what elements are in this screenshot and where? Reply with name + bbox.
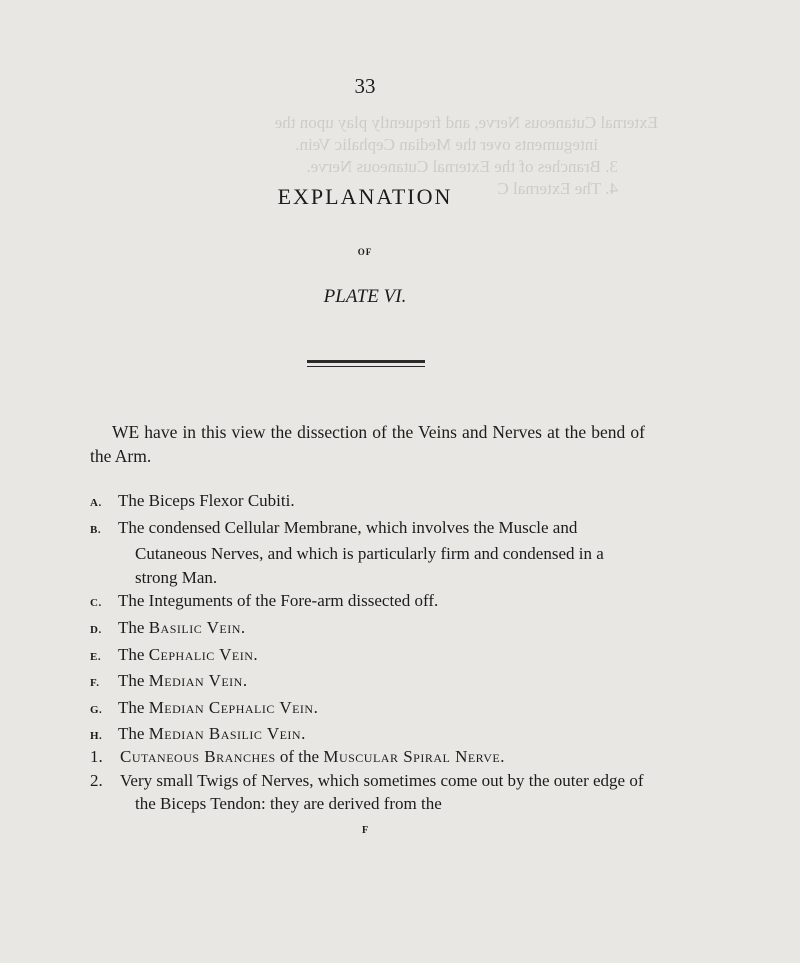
plate-heading: PLATE VI. [323, 286, 407, 307]
double-rule-divider [307, 360, 425, 367]
lettered-key-list [90, 489, 645, 749]
numbered-key-list [90, 745, 645, 816]
list-item [90, 643, 645, 670]
item-smallcaps: Cephalic Vein. [148, 644, 259, 664]
item-letter: H. [90, 730, 103, 743]
item-smallcaps: Median Vein. [148, 671, 248, 691]
item-text: of the [275, 747, 324, 766]
item-prefix: The [118, 724, 149, 744]
list-item [90, 696, 645, 723]
item-smallcaps: Muscular Spiral Nerve. [323, 747, 505, 766]
list-item [90, 516, 645, 590]
item-text: Very small Twigs of Nerves, which sometimes come out by the outer edge of the Biceps Tendon: they are derived from the [120, 770, 644, 814]
list-item [90, 769, 645, 816]
list-item [90, 616, 645, 643]
item-letter: E. [90, 650, 102, 663]
item-text: The Integuments of the Fore-arm dissected off. [118, 591, 439, 611]
page-number: 33 [354, 74, 376, 98]
item-prefix: The [118, 617, 149, 637]
list-item [90, 669, 645, 696]
item-letter: G. [90, 703, 103, 716]
item-number: 2. [90, 770, 103, 790]
page-title: EXPLANATION [277, 184, 453, 209]
list-item [90, 489, 645, 516]
list-item [90, 745, 645, 769]
signature-mark: F [361, 825, 369, 836]
bleed-line: External Cutaneous Nerve, and frequently play upon the [274, 113, 658, 132]
bleed-line: 4. The External C [497, 179, 618, 198]
item-letter: D. [90, 623, 102, 636]
item-smallcaps: Basilic Vein. [148, 617, 246, 637]
item-letter: F. [90, 677, 100, 690]
bleed-line: 3. Branches of the External Cutaneous Nerve. [306, 157, 618, 176]
bleed-line: integuments over the Median Cephalic Vein. [295, 135, 598, 154]
item-smallcaps: Median Cephalic Vein. [148, 697, 319, 717]
item-number: 1. [90, 747, 103, 766]
item-prefix: The [118, 671, 149, 691]
item-text: The Biceps Flexor Cubiti. [118, 491, 295, 510]
item-text: The condensed Cellular Membrane, which involves the Muscle and Cutaneous Nerves, and which is particularly firm and condensed in a strong Man. [118, 517, 604, 587]
item-letter: C. [90, 597, 102, 610]
item-prefix: The [118, 697, 149, 717]
title-connector: OF [357, 247, 373, 257]
item-smallcaps: Cutaneous Branches [120, 747, 276, 766]
list-item [90, 589, 645, 616]
item-letter: A. [90, 497, 102, 509]
item-letter: B. [90, 523, 102, 536]
item-smallcaps: Median Basilic Vein. [148, 724, 306, 744]
item-prefix: The [118, 644, 149, 664]
intro-paragraph: WE have in this view the dissection of the Veins and Nerves at the bend of the Arm. [90, 422, 645, 466]
